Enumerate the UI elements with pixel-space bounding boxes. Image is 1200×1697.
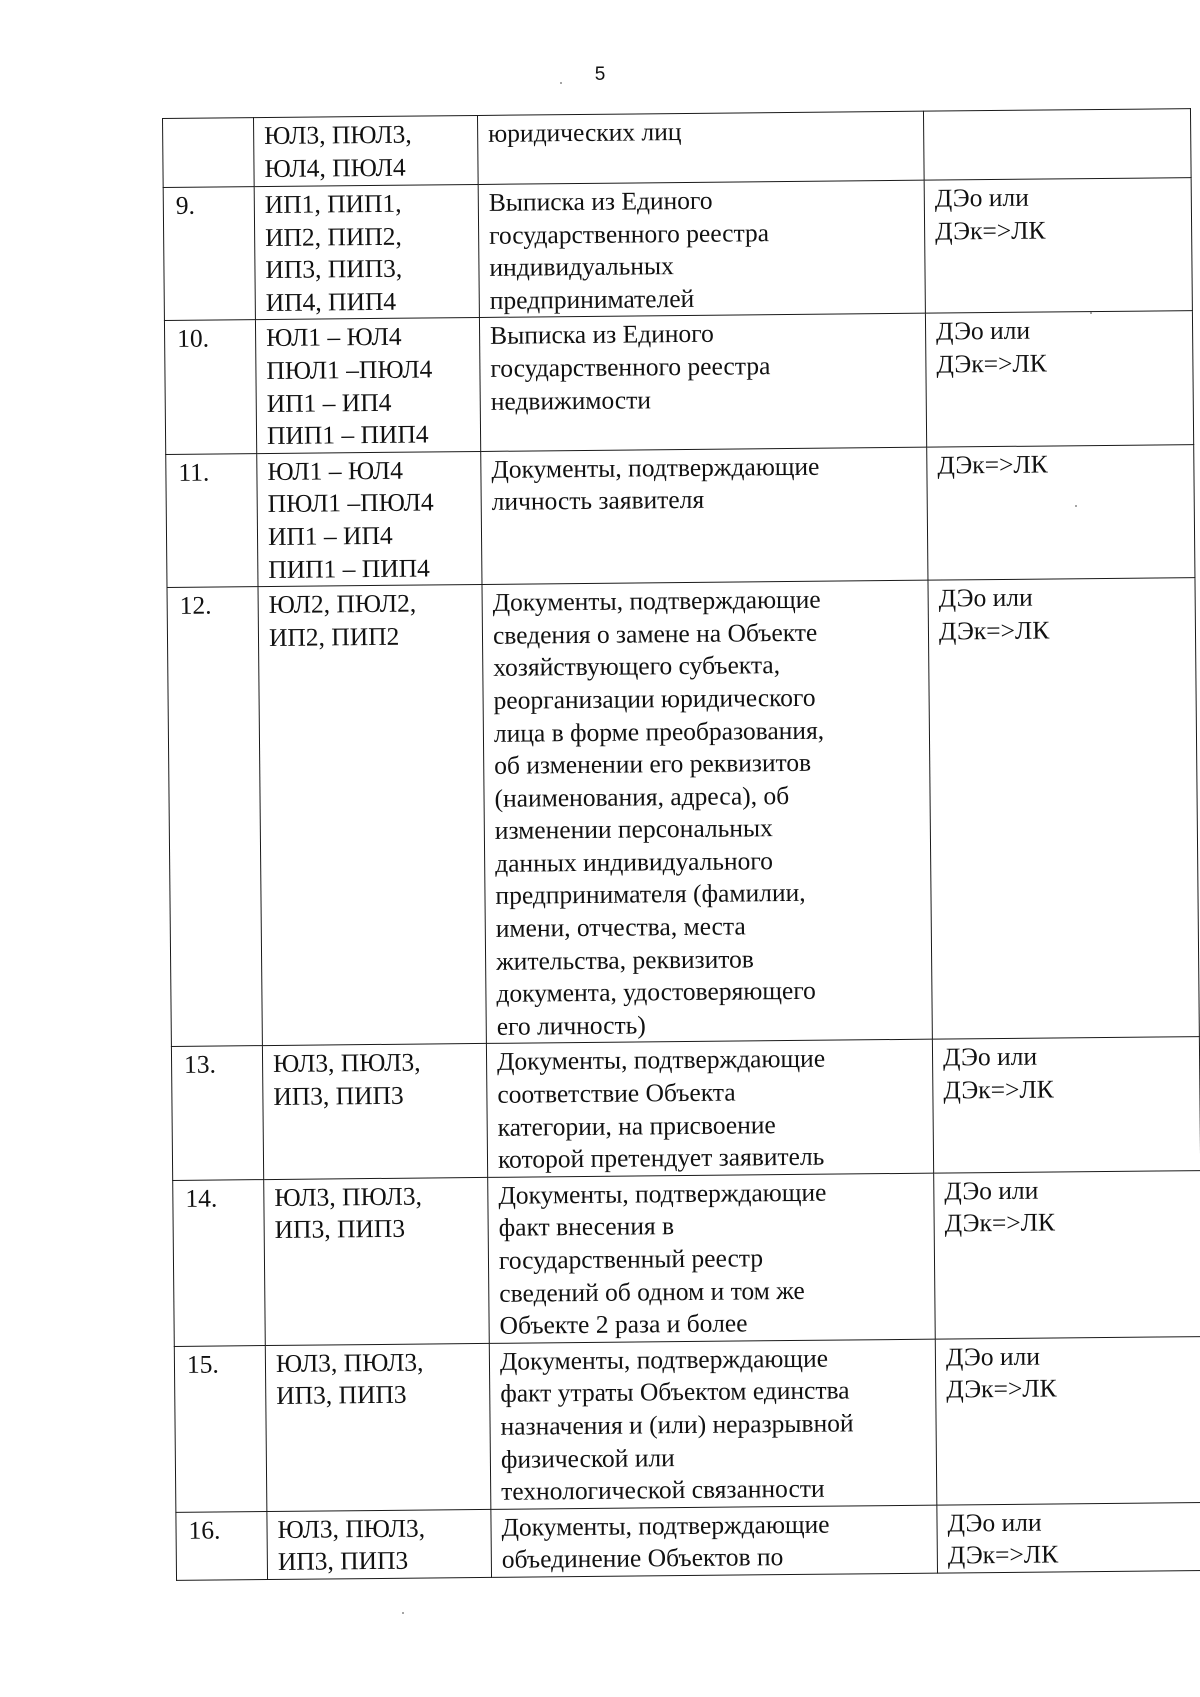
scan-speck	[1090, 312, 1092, 314]
row-number: 11.	[166, 453, 258, 587]
scan-speck	[560, 82, 562, 84]
table-row	[167, 578, 1199, 1047]
applicant-codes: ЮЛ3, ПЮЛ3, ИП3, ПИП3	[264, 1177, 490, 1345]
row-number: 10.	[164, 320, 256, 454]
submission-form: ДЭо или ДЭк=>ЛК	[935, 1336, 1200, 1505]
scan-speck	[402, 1612, 404, 1614]
document-name: Документы, подтверждающие объединение Объектов по	[491, 1505, 938, 1577]
row-number: 14.	[173, 1179, 266, 1346]
document-name: Выписка из Единого государственного реестра недвижимости	[479, 314, 926, 452]
submission-form: ДЭк=>ЛК	[927, 444, 1195, 580]
applicant-codes: ЮЛ1 – ЮЛ4 ПЮЛ1 –ПЮЛ4 ИП1 – ИП4 ПИП1 – ПИП4	[257, 451, 482, 587]
document-name: Выписка из Единого государственного реестра индивидуальных предпринимателей	[478, 180, 925, 318]
documents-table	[162, 108, 1200, 1581]
row-number	[163, 118, 255, 188]
document-name: Документы, подтверждающие соответствие Объекта категории, на присвоение которой претендует заявитель	[486, 1040, 933, 1178]
table-row	[171, 1037, 1200, 1180]
applicant-codes: ЮЛ3, ПЮЛ3, ЮЛ4, ПЮЛ4	[254, 115, 479, 186]
table-row	[163, 178, 1192, 321]
document-name: Документы, подтверждающие факт утраты Объектом единства назначения и (или) неразрывной физической или технологической связанности	[489, 1339, 937, 1509]
applicant-codes: ЮЛ1 – ЮЛ4 ПЮЛ1 –ПЮЛ4 ИП1 – ИП4 ПИП1 – ПИП4	[255, 318, 480, 454]
row-number: 9.	[163, 187, 255, 321]
table-row	[176, 1502, 1200, 1580]
row-number: 13.	[171, 1046, 263, 1180]
row-number: 16.	[176, 1511, 268, 1580]
table-row	[166, 444, 1195, 587]
applicant-codes: ИП1, ПИП1, ИП2, ПИП2, ИП3, ПИП3, ИП4, ПИП4	[254, 184, 479, 320]
submission-form: ДЭо или ДЭк=>ЛК	[934, 1170, 1200, 1339]
table-row	[173, 1170, 1200, 1346]
applicant-codes: ЮЛ3, ПЮЛ3, ИП3, ПИП3	[267, 1509, 492, 1579]
submission-form: ДЭо или ДЭк=>ЛК	[928, 578, 1199, 1040]
submission-form	[923, 109, 1191, 181]
table-row	[163, 109, 1192, 188]
scan-speck	[1075, 505, 1077, 507]
document-name: Документы, подтверждающие личность заявителя	[481, 447, 928, 585]
submission-form: ДЭо или ДЭк=>ЛК	[924, 178, 1192, 314]
submission-form: ДЭо или ДЭк=>ЛК	[937, 1502, 1200, 1573]
table-row	[164, 311, 1193, 454]
document-name: юридических лиц	[477, 111, 924, 184]
document-name: Документы, подтверждающие сведения о замене на Объекте хозяйствующего субъекта, реорганизации юридического лица в форме преобразования, об изменении его реквизитов (наименования, адреса), об изменении персональных данных индивидуального предпринимателя (фамилии, имени, отчества, места жительства, реквизитов документа, удостоверяющего его личность)	[482, 580, 932, 1044]
row-number: 15.	[174, 1345, 267, 1512]
page-number: 5	[594, 64, 606, 85]
row-number: 12.	[167, 587, 262, 1047]
applicant-codes: ЮЛ2, ПЮЛ2, ИП2, ПИП2	[258, 585, 486, 1046]
submission-form: ДЭо или ДЭк=>ЛК	[925, 311, 1193, 447]
applicant-codes: ЮЛ3, ПЮЛ3, ИП3, ПИП3	[262, 1044, 487, 1180]
document-name: Документы, подтверждающие факт внесения в государственный реестр сведений об одном и том же Объекте 2 раза и более	[488, 1173, 936, 1343]
applicant-codes: ЮЛ3, ПЮЛ3, ИП3, ПИП3	[265, 1343, 491, 1511]
table-row	[174, 1336, 1200, 1512]
submission-form: ДЭо или ДЭк=>ЛК	[932, 1037, 1200, 1173]
